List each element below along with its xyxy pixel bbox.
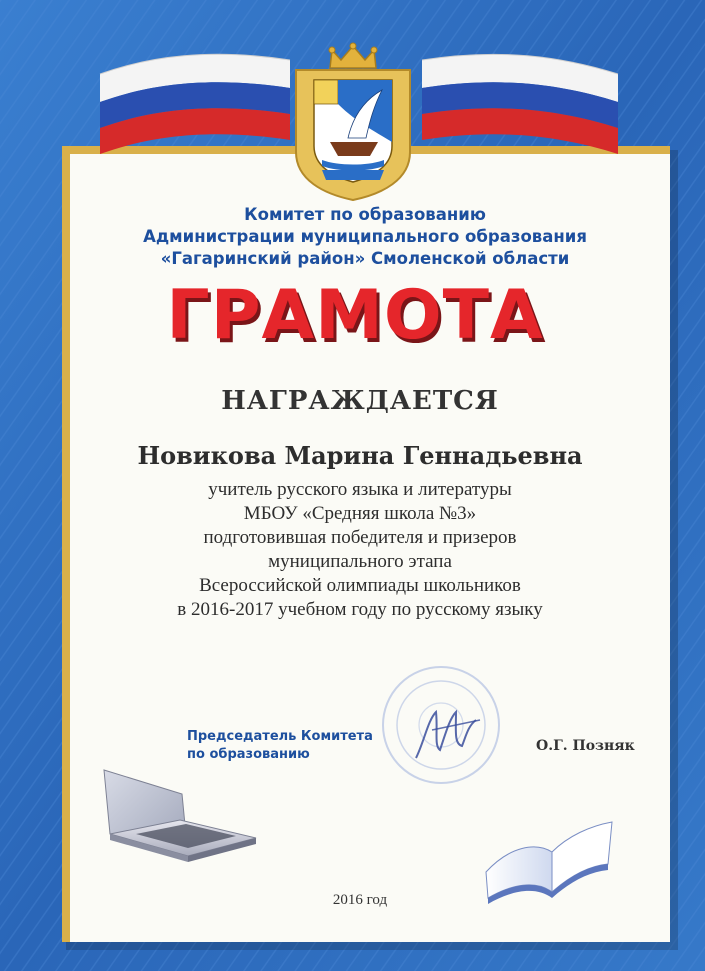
description-line: муниципального этапа [268,551,452,572]
issue-year: 2016 год [332,892,388,908]
issuer-block [90,204,640,270]
signer-position [187,728,373,764]
awarded-label: НАГРАЖДАЕТСЯ [221,386,499,416]
award-description [90,478,630,622]
signer-position-line: по образованию [187,747,310,762]
signer-position-line: Председатель Комитета [187,729,373,744]
description-line: подготовившая победителя и призеров [203,527,517,548]
open-book-icon [480,806,620,906]
laptop-icon [96,764,266,884]
certificate-title: ГРАМОТА [166,276,544,355]
issuer-line: Администрации муниципального образования [143,227,587,246]
description-line: МБОУ «Средняя школа №3» [243,503,477,524]
issuer-line: «Гагаринский район» Смоленской области [160,249,570,268]
stamp-seal-icon [376,660,506,790]
description-line: Всероссийской олимпиады школьников [199,575,521,596]
description-line: учитель русского языка и литературы [208,479,512,500]
recipient-name: Новикова Марина Геннадьевна [137,441,583,470]
issuer-line: Комитет по образованию [244,205,486,224]
description-line: в 2016-2017 учебном году по русскому языку [177,599,543,620]
signer-name: О.Г. Позняк [536,738,635,754]
city-crest-icon [286,42,420,202]
